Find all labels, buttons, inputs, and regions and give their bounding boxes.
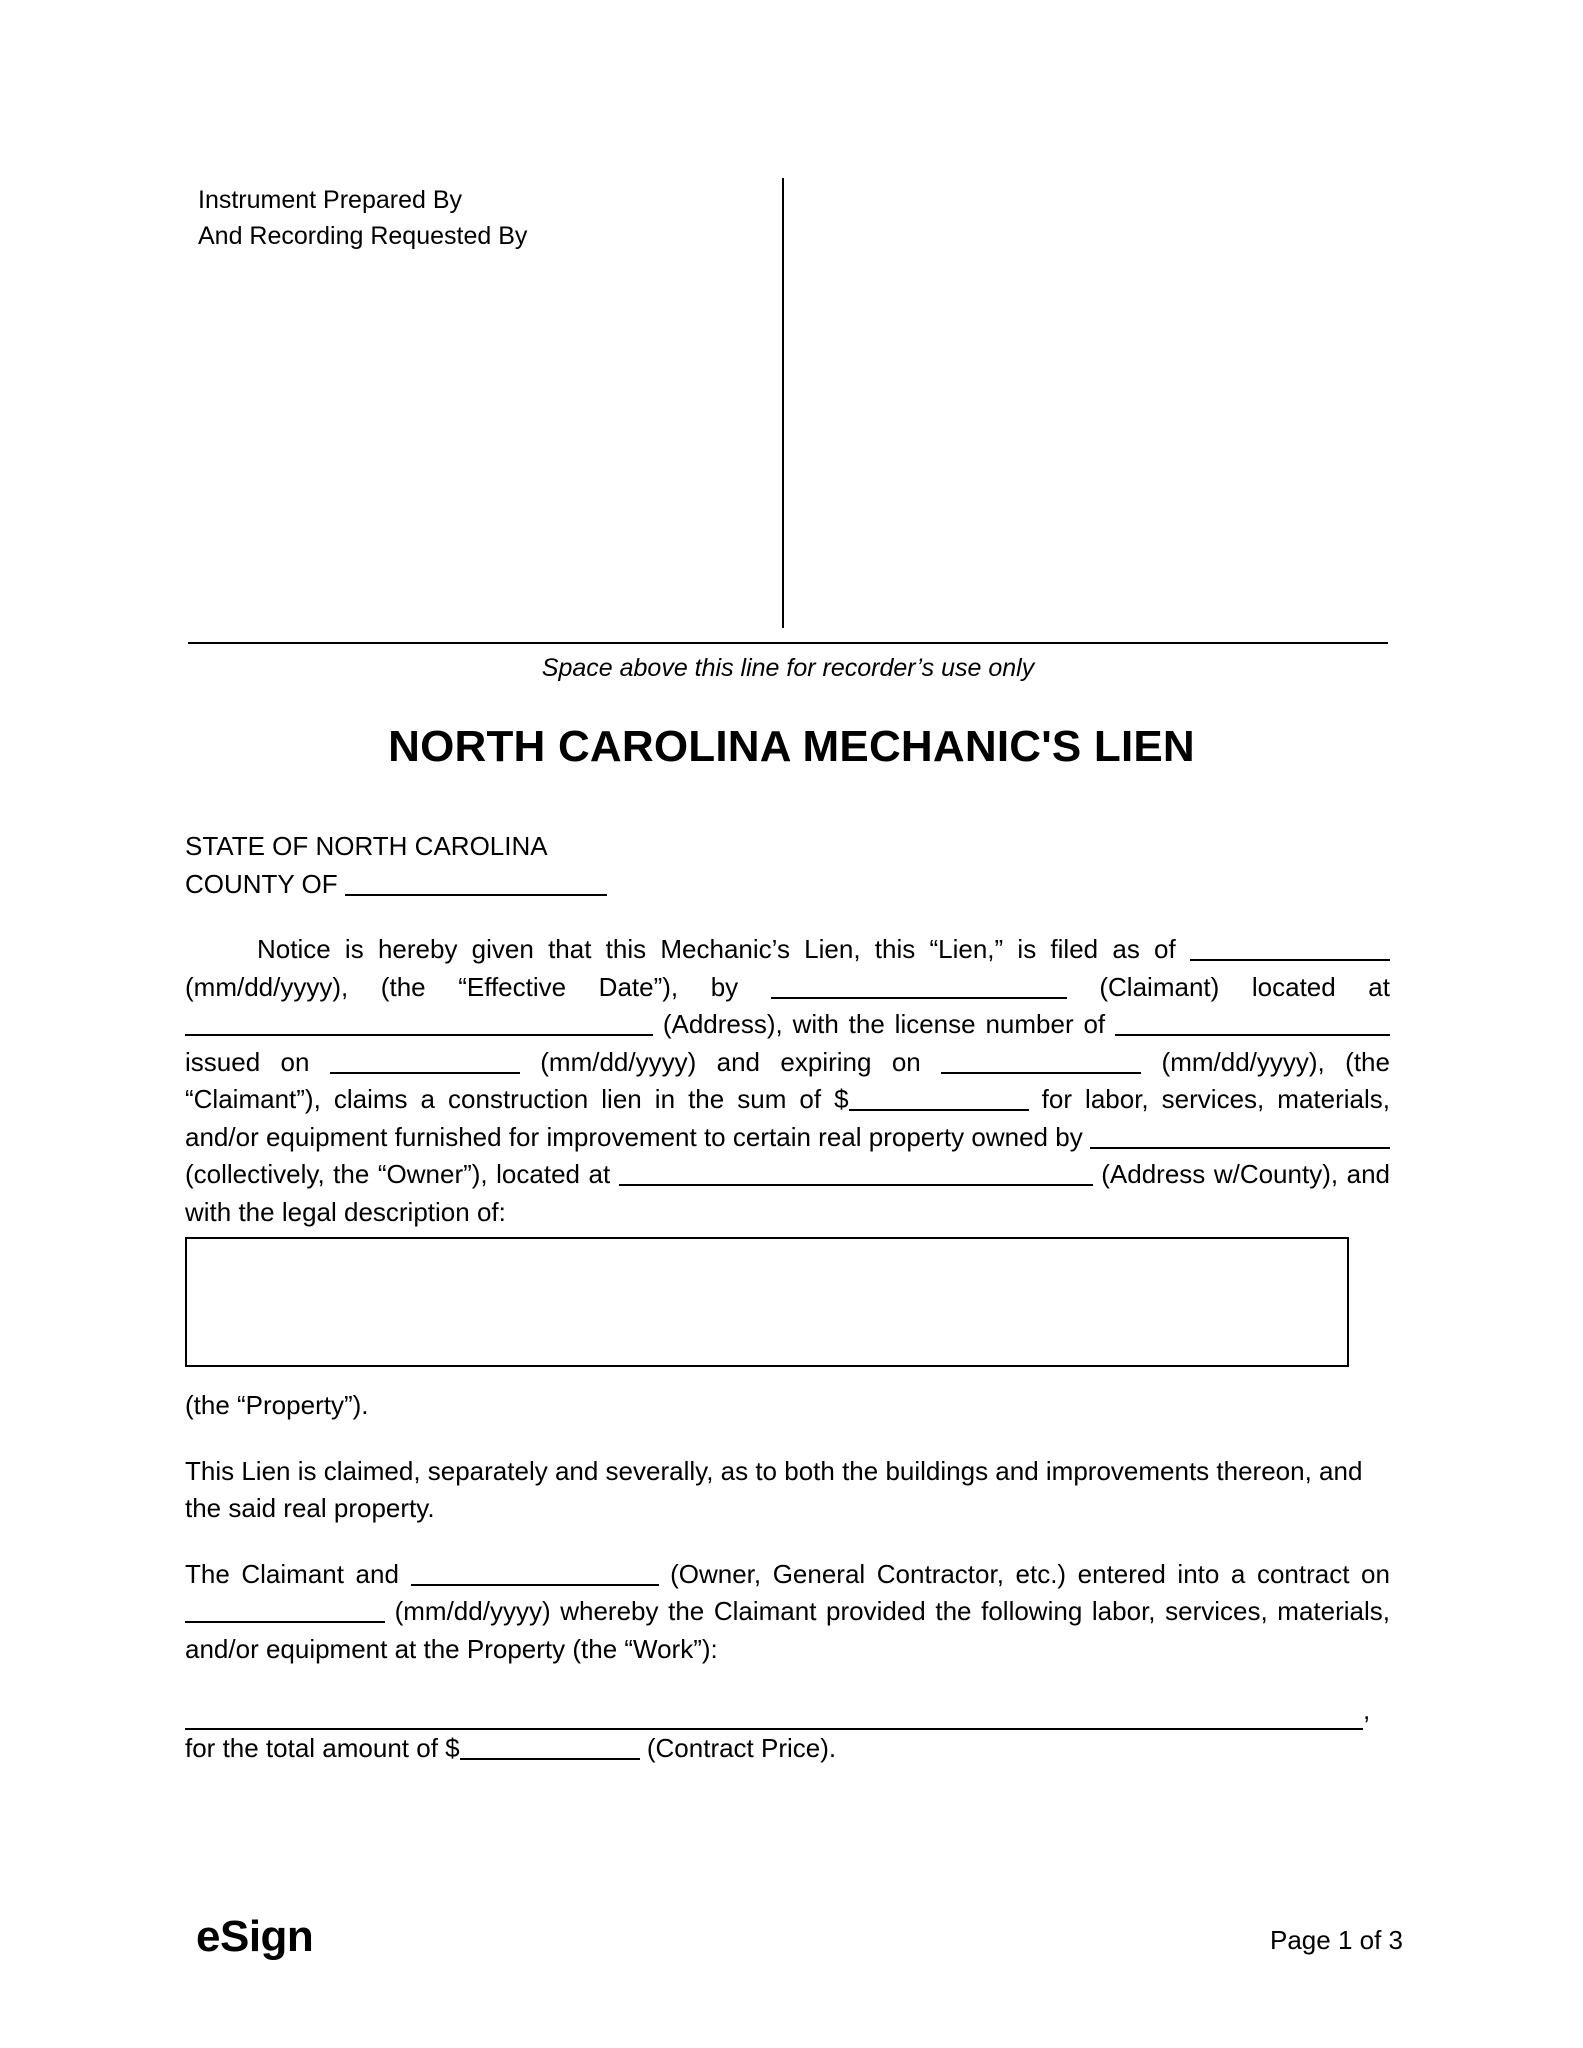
notice-sentence-4: (Address), with the (662, 1009, 885, 1039)
prepared-by-block (188, 178, 782, 642)
prepared-by-line-1: Instrument Prepared By (198, 186, 463, 214)
work-line-comma: , (1363, 1695, 1371, 1725)
notice-sentence-8: and expiring on (716, 1046, 921, 1077)
contract-price-line (185, 1730, 1390, 1768)
paragraph-contract (185, 1556, 1390, 1669)
county-line (185, 866, 1390, 904)
work-description-line (185, 1692, 1390, 1730)
effective-date-blank[interactable] (1190, 934, 1390, 961)
recorder-use-caption: Space above this line for recorder’s use only (541, 654, 1035, 682)
contract-price-blank[interactable] (460, 1733, 640, 1760)
notice-sentence-15: (Address w/County), (1101, 1159, 1339, 1189)
notice-sentence-7: (mm/dd/yyyy) (540, 1046, 697, 1077)
notice-sentence-11: for labor, services, materials, and/or equipment furnished for (185, 1084, 1390, 1152)
contract-price-suffix: (Contract Price). (646, 1732, 837, 1763)
license-issued-date-blank[interactable] (330, 1047, 520, 1074)
paragraph-notice (185, 931, 1390, 1231)
contract-party-blank[interactable] (411, 1559, 659, 1586)
contract-sentence-1: The Claimant and (185, 1558, 399, 1589)
license-number-blank[interactable] (1115, 1009, 1390, 1036)
recorder-header-block (188, 178, 1388, 644)
notice-sentence-16: and with the legal description of: (185, 1159, 1391, 1227)
page-indicator: Page 1 of 3 (1270, 1925, 1403, 1955)
legal-description-textbox[interactable] (185, 1237, 1349, 1367)
county-blank[interactable] (345, 869, 607, 896)
contract-price-label: for the total amount of $ (185, 1732, 460, 1763)
paragraph-lien-claim: This Lien is claimed, separately and severally, as to both the buildings and improvements thereon, and the said real property. (185, 1455, 1363, 1523)
contract-sentence-3: contract on (1256, 1558, 1390, 1589)
prepared-by-line-2: And Recording Requested By (198, 222, 528, 250)
claimant-address-blank[interactable] (185, 1009, 653, 1036)
notice-sentence-2: (mm/dd/yyyy), (the “Effective Date”), by (185, 971, 739, 1002)
property-address-blank[interactable] (619, 1159, 1093, 1186)
lien-sum-blank[interactable] (849, 1084, 1029, 1111)
notice-sentence-13: (collectively, the (185, 1159, 370, 1189)
notice-sentence-9: (mm/dd/yyyy), (the “Claimant”), claims a construction lien (185, 1046, 1390, 1114)
notice-sentence-1: Notice is hereby given that this Mechanic’s Lien, this “Lien,” is filed as of (257, 934, 1176, 964)
esign-logo: eSign (196, 1912, 314, 1961)
notice-sentence-10: in the sum of $ (654, 1084, 849, 1114)
contract-sentence-4: (mm/dd/yyyy) whereby the Claimant provided the following (394, 1596, 1083, 1626)
contract-date-blank[interactable] (185, 1596, 385, 1623)
notice-sentence-14: “Owner”), located at (377, 1159, 611, 1189)
notice-sentence-6: issued on (185, 1046, 310, 1077)
owner-name-blank[interactable] (1090, 1122, 1390, 1149)
notice-sentence-12: improvement to certain real property owned by (546, 1121, 1083, 1152)
notice-sentence-5: license number of (894, 1009, 1106, 1039)
page-title: NORTH CAROLINA MECHANIC'S LIEN (388, 722, 1195, 771)
license-expiry-date-blank[interactable] (941, 1047, 1141, 1074)
county-label: COUNTY OF (185, 868, 338, 899)
claimant-name-blank[interactable] (771, 972, 1067, 999)
recorder-vertical-divider (782, 178, 784, 628)
property-closing-line: (the “Property”). (185, 1390, 369, 1420)
state-line: STATE OF NORTH CAROLINA (185, 831, 548, 861)
contract-sentence-2: (Owner, General Contractor, etc.) entered into a (670, 1558, 1246, 1589)
notice-sentence-3: (Claimant) located at (1099, 971, 1390, 1002)
document-body (185, 828, 1390, 1767)
contract-sentence-5: labor, services, materials, and/or equipment at the Property (the “Work”): (185, 1596, 1390, 1664)
